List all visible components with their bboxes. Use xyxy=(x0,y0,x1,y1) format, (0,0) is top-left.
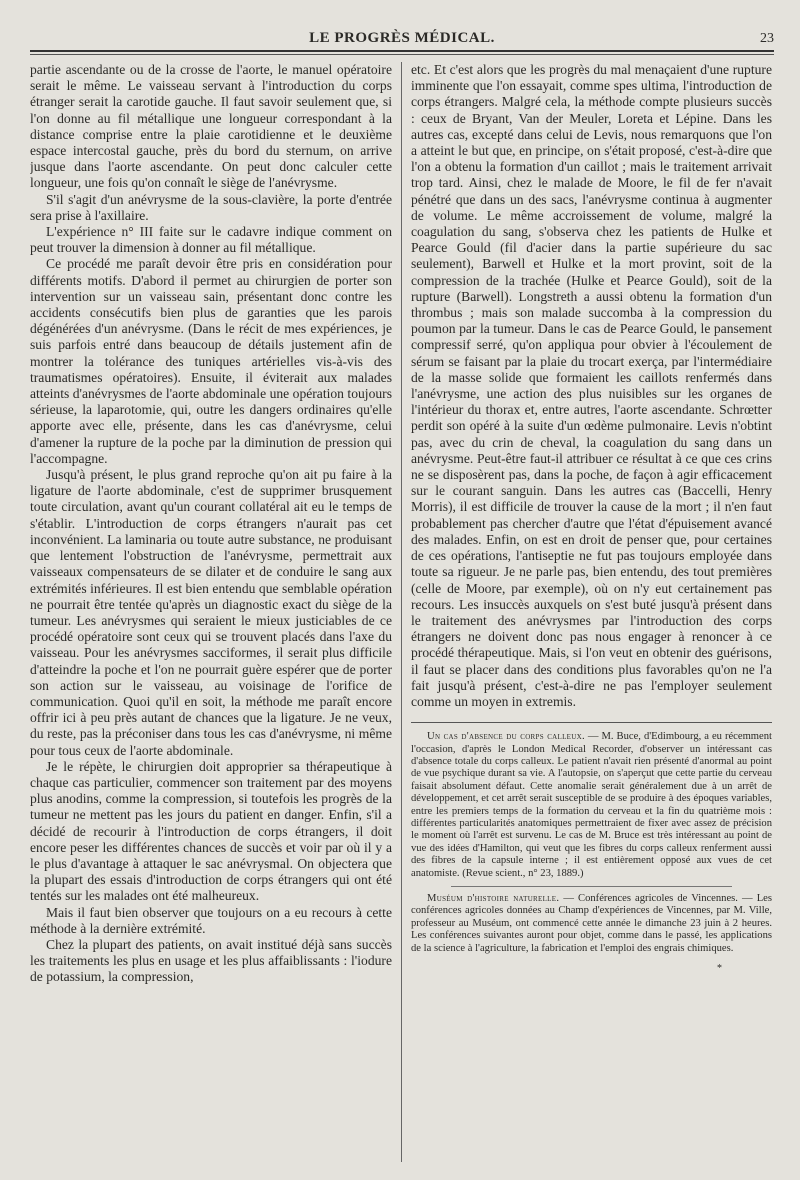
header-rule-thick xyxy=(30,50,774,52)
paragraph: Jusqu'à présent, le plus grand reproche qu'on ait pu faire à la ligature de l'aorte abdominale, c'est de supprimer brusquement toute circulation, avant qu'un courant collatéral ait eu le temps de s'établir. L'introduction de corps étrangers n'aurait pas cet inconvénient. La laminaria ou toute autre substance, ne produisant que lentement l'obstruction de l'anévrysme, permettrait aux vaisseaux compensateurs de se dilater et de conduire le sang aux extrémités inférieures. Il est bien entendu que semblable opération ne pourrait être tentée qu'après un diagnostic exact du siège de la tumeur. Les anévrysmes qui seraient le mieux justiciables de ce procédé opératoire sont ceux qui se trouvent placés dans l'axe du vaisseau. Pour les anévrysmes sacciformes, il serait plus difficile d'atteindre la poche et l'on ne pourrait guère espérer que de porter son action sur le vaisseau, au voisinage de l'orifice de communication. Quoi qu'il en soit, la méthode me paraît encore offrir ici à peu près autant de chances que la ligature. Je ne veux, du reste, pas la préconiser dans tous les cas d'anévrysme, ni même pour tous ceux de l'aorte abdominale. xyxy=(30,467,392,758)
note-heading: Muséum d'histoire naturelle. xyxy=(427,893,560,904)
page-header xyxy=(30,28,774,50)
note-body: — M. Buce, d'Edimbourg, a eu récemment l'occasion, d'après le London Medical Recorder, d'observer un intéressant cas d'absence totale du corps calleux. Le patient n'avait rien présenté d'anormal au point de vue psychique durant sa vie. A l'autopsie, on s'aperçut que cette partie du cerveau faisait absolument défaut. Cette anomalie serait généralement due à un arrêt de développement, et cet arrêt serait susceptible de se produire à des époques variables, entre les premiers temps de la formation du cerveau et la fin du quatrième mois : différentes particularités anatomiques permettraient de fixer avec assez de précision le moment où l'arrêt est survenu. Le cas de M. Bruce est très intéressant au point de vue des idées d'Hamilton, qui veut que les fibres du corps calleux renferment aussi des fibres de la capsule interne ; il est entièrement opposé aux vues de cet anatomiste. (Revue scient., n° 23, 1889.) xyxy=(411,731,772,879)
note-heading: Un cas d'absence du corps calleux. xyxy=(427,731,585,743)
paragraph: etc. Et c'est alors que les progrès du mal menaçaient d'une rupture imminente que l'on essayait, comme spes ultima, l'introduction de corps étrangers. Malgré cela, la méthode compte plusieurs succès : ceux de Bryant, Van der Meuler, Loreta et Lépine. Dans les autres cas, excepté dans celui de Levis, nous remarquons que l'on a atteint le but que, en principe, on s'était proposé, c'est-à-dire que l'on a obtenu la formation d'un caillot ; mais le traitement arrivait trop tard. Ainsi, chez le malade de Moore, le fil de fer n'avait pénétré que dans un des sacs, l'anévrysme continua à augmenter de volume. Le même accroissement de volume, malgré la coagulation du sang, s'observa chez les patients de Hulke et Pearce Gould (fil d'acier dans la partie supérieure du sac seulement), Barwell et Hulke et la mort provint, soit de la compression de la trachée (Hulke et Pearce Gould), soit de la rupture (Barwell). Longstreth a aussi obtenu la formation d'un thrombus ; mais son malade succomba à la compression du poumon par la tumeur. Dans le cas de Pearce Gould, le pansement compressif serré, qu'on appliqua pour obvier à l'écoulement de sérum se faisant par la plaie du trocart exerça, par l'intermédiaire de la masse solide que formaient les caillots renfermés dans l'anévrysme, une action des plus nuisibles sur les organes de l'intérieur du thorax et, entre autres, l'aorte ascendante. Schrœtter perdit son opéré à la suite d'un œdème pulmonaire. Levis n'obtint pas, avec du crin de cheval, la coagulation du sang dans un anévrysme. Peut-être faut-il attribuer ce résultat à ce que ces crins ne se disposèrent pas, dans la poche, de façon à agir efficacement sur le courant sanguin. Dans les autres cas (Baccelli, Henry Morris), il est difficile de trouver la cause de la mort ; il n'en faut probablement pas chercher d'autre que l'état d'épuisement avancé des malades. Enfin, on est en droit de penser que, pour certaines de ces opérations, l'antiseptie ne fut pas toujours employée dans toute sa rigueur. Je ne parle pas, bien entendu, des tout premières (celle de Moore, par exemple), où on n'y eut certainement pas recours. Les insuccès auxquels on s'est buté jusqu'à présent dans le traitement des anévrysmes par l'introduction des corps étrangers ne doivent donc pas nous engager à renoncer à ce procédé thérapeutique. Mais, si l'on veut en obtenir des guérisons, il faut se placer dans des conditions plus favorables qu'on ne l'a fait jusqu'à présent, c'est-à-dire ne pas l'employer seulement comme un moyen in extremis. xyxy=(411,62,772,709)
page-number: 23 xyxy=(760,31,774,46)
notes-divider xyxy=(411,722,772,723)
column-divider xyxy=(401,62,402,1162)
news-note xyxy=(411,731,772,880)
paragraph: Je le répète, le chirurgien doit approprier sa thérapeutique à chaque cas particulier, commencer son traitement par des moyens plus anodins, comme la compression, si toutefois les progrès de la tumeur ne mettent pas les jours du patient en danger. Enfin, s'il a décidé de recourir à l'introduction de corps étrangers, il doit encore peser les différentes chances de succès et voir par où il y a le plus d'avantage à attaquer le sac anévrysmal. On objectera que la plupart des essais d'introduction de corps étrangers qui ont été tentés sur les malades ont été malheureux. xyxy=(30,758,392,904)
left-column xyxy=(30,62,392,1172)
paragraph: Ce procédé me paraît devoir être pris en considération pour différents motifs. D'abord il permet au chirurgien de porter son intervention sur un vaisseau sain, présentant donc contre les accidents consécutifs bien plus de garanties que les parois dégénérées d'un anévrysme. (Dans le récit de mes expériences, je suis parfois entré dans beaucoup de détails justement afin de montrer la tolérance des tuniques artérielles vis-à-vis des traumatismes opératoires). Ensuite, il éviterait aux malades atteints d'anévrysmes de l'aorte abdominale une opération toujours sérieuse, la laparotomie, qui, outre les dangers ordinaires qu'elle apporte avec elle, présente, dans les cas d'anévrysme, celui d'amener la rupture de la poche par la diminution de pression qui l'accompagne. xyxy=(30,256,392,466)
notes-divider xyxy=(451,886,732,887)
paragraph: Mais il faut bien observer que toujours on a eu recours à cette méthode à la dernière extrémité. xyxy=(30,904,392,936)
end-mark: * xyxy=(717,963,722,975)
journal-title: LE PROGRÈS MÉDICAL. xyxy=(309,30,495,46)
paragraph: L'expérience n° III faite sur le cadavre indique comment on peut trouver la dimension à donner au fil métallique. xyxy=(30,224,392,256)
note-body: — Conférences agricoles de Vincennes. — Les conférences agricoles données au Champ d'expériences de Vincennes, par M. Ville, professeur au Muséum, ont commencé cette année le dimanche 23 juin à 2 heures. Les conférences suivantes auront pour objet, comme dans le passé, les applications de la science à l'agriculture, la fabrication et l'emploi des engrais chimiques. xyxy=(411,893,772,954)
paragraph: partie ascendante ou de la crosse de l'aorte, le manuel opératoire serait le même. Le vaisseau servant à l'introduction du corps étranger serait la carotide gauche. Il faut savoir seulement que, si l'on donne au fil métallique une longueur correspondant à la distance comprise entre la plaie carotidienne et le deuxième espace intercostal gauche, près du bord du sternum, on arrive jusque dans l'aorte ascendante. On peut donc calculer cette longueur, une fois qu'on connaît le siège de l'anévrysme. xyxy=(30,62,392,191)
news-note xyxy=(411,893,772,955)
header-rule-thin xyxy=(30,54,774,55)
right-column xyxy=(411,62,772,1172)
paragraph: Chez la plupart des patients, on avait institué déjà sans succès les traitements les plus en usage et les plus affaiblissants : l'iodure de potassium, la compression, xyxy=(30,936,392,985)
paragraph: S'il s'agit d'un anévrysme de la sous-clavière, la porte d'entrée sera prise à l'axillaire. xyxy=(30,191,392,223)
